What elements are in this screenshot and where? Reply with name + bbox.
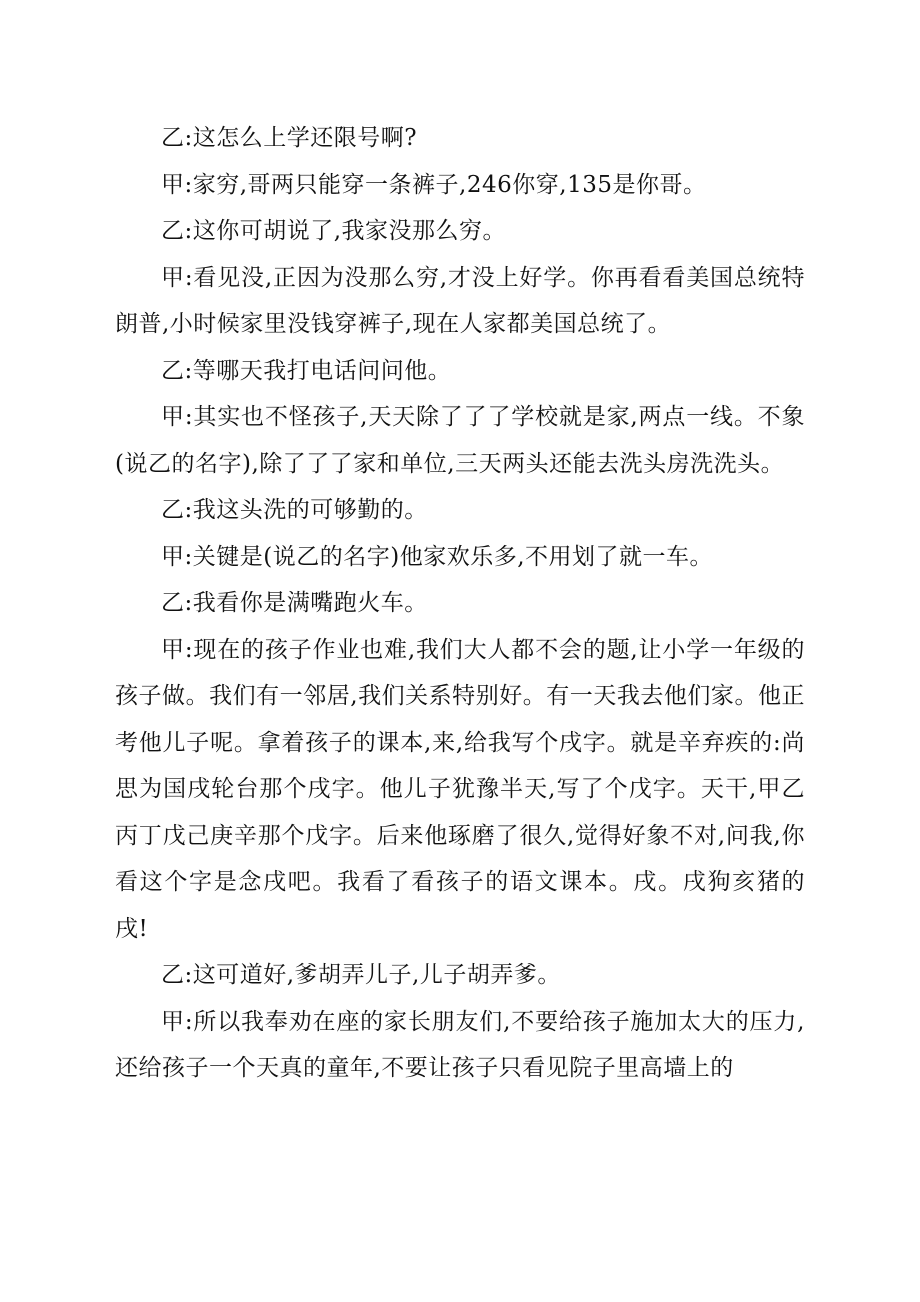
paragraph: 乙:这可道好,爹胡弄儿子,儿子胡弄爹。 [161, 962, 561, 988]
paragraph: 甲:看见没,正因为没那么穷,才没上好学。你再看看美国总统特朗普,小时候家里没钱穿裤子,现在人家都美国总统了。 [115, 264, 805, 337]
paragraph: 甲:现在的孩子作业也难,我们大人都不会的题,让小学一年级的孩子做。我们有一邻居,我们关系特别好。有一天我去他们家。他正考他儿子呢。拿着孩子的课本,来,给我写个戌字。就是辛弃疾的:尚思为国戌轮台那个戌字。他儿子犹豫半天,写了个戊字。天干,甲乙丙丁戊己庚辛那个戊字。后来他琢磨了很久,觉得好象不对,问我,你看这个字是念戌吧。我看了看孩子的语文课本。戌。戌狗亥猪的戌! [115, 636, 805, 942]
paragraph: 甲:其实也不怪孩子,天天除了了了学校就是家,两点一线。不象(说乙的名字),除了了了家和单位,三天两头还能去洗头房洗洗头。 [115, 404, 805, 477]
paragraph: 甲:关键是(说乙的名字)他家欢乐多,不用划了就一车。 [161, 543, 714, 570]
paragraph: 乙:这你可胡说了,我家没那么穷。 [161, 218, 507, 244]
paragraph: 乙:这怎么上学还限号啊? [161, 125, 418, 151]
paragraph: 乙:等哪天我打电话问问他。 [161, 357, 452, 384]
document-body [115, 115, 805, 1092]
paragraph: 乙:我这头洗的可够勤的。 [161, 497, 428, 523]
paragraph: 甲:所以我奉劝在座的家长朋友们,不要给孩子施加太大的压力,还给孩子一个天真的童年,不要让孩子只看见院子里高墙上的 [115, 1008, 805, 1081]
paragraph: 乙:我看你是满嘴跑火车。 [161, 590, 428, 616]
paragraph: 甲:家穷,哥两只能穿一条裤子,246你穿,135是你哥。 [161, 171, 707, 198]
